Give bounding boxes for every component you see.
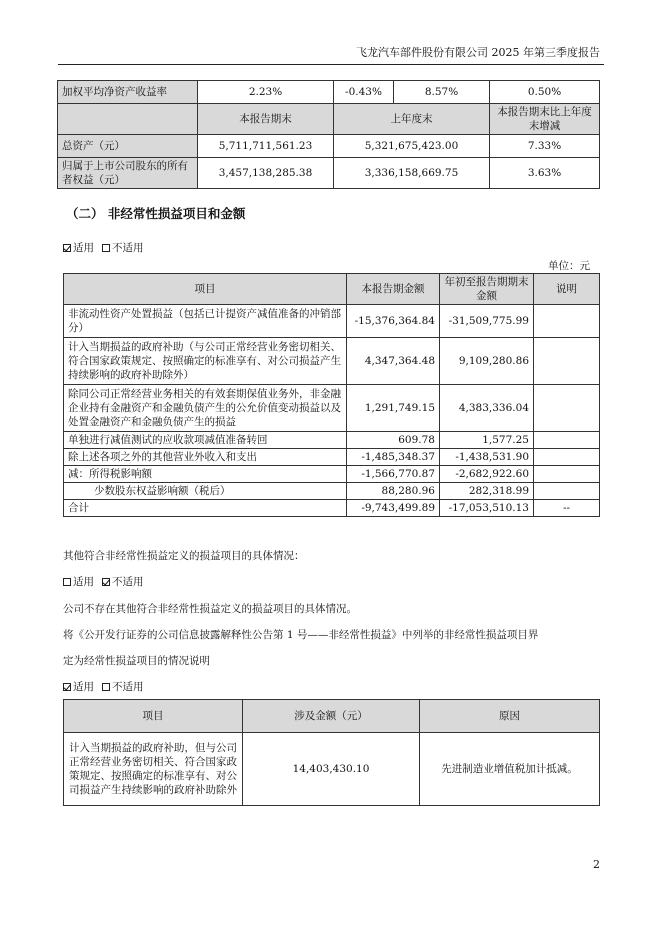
applicable-label: 适用: [73, 576, 94, 588]
item-cell: 除同公司正常经营业务相关的有效套期保值业务外，非金融企业持有金融资产和金融负债产生的公允价值变动损益以及处置金融资产和金融负债产生的损益: [64, 385, 347, 432]
ytd-amount: -17,053,510.13: [440, 500, 534, 517]
paragraph: 公司不存在其他符合非经常性损益定义的损益项目的具体情况。: [63, 603, 357, 615]
item-cell: 少数股东权益影响额（税后）: [64, 483, 347, 500]
current-amount: -1,566,770.87: [347, 466, 440, 483]
applicable-label: 适用: [73, 681, 94, 693]
unit-label: 单位：元: [548, 260, 590, 272]
column-header: 上年度末: [334, 104, 490, 135]
table-row: [64, 483, 600, 500]
column-header: 涉及金额（元）: [243, 700, 420, 733]
total-row: [64, 500, 600, 517]
table-header-row: [64, 700, 600, 733]
checkbox-checked-icon[interactable]: [63, 244, 71, 252]
cell-value: 5,711,711,561.23: [198, 135, 334, 158]
applicable-checkboxes: [63, 240, 144, 255]
paragraph: 将《公开发行证券的公司信息披露解释性公告第 1 号——非经常性损益》中列举的非经常性损益项目界: [63, 629, 539, 641]
checkbox-unchecked-icon[interactable]: [102, 683, 110, 691]
not-applicable-label: 不适用: [112, 576, 144, 588]
table-row: [64, 338, 600, 385]
header-rule: [58, 64, 604, 65]
note-cell: [534, 466, 600, 483]
checkbox-checked-icon[interactable]: [63, 683, 71, 691]
ytd-amount: -2,682,922.60: [440, 466, 534, 483]
roe-label: 加权平均净资产收益率: [58, 81, 198, 104]
ytd-amount: 282,318.99: [440, 483, 534, 500]
column-header: 说明: [534, 274, 600, 305]
checkbox-unchecked-icon[interactable]: [63, 578, 71, 586]
note-cell: [534, 432, 600, 449]
item-cell: 计入当期损益的政府补助（与公司正常经营业务密切相关、符合国家政策规定、按照确定的标准享有、对公司损益产生持续影响的政府补助除外）: [64, 338, 347, 385]
item-cell: 除上述各项之外的其他营业外收入和支出: [64, 449, 347, 466]
item-cell: 计入当期损益的政府补助，但与公司正常经营业务密切相关、符合国家政策规定、按照确定的标准享有、对公司损益产生持续影响的政府补助除外: [64, 733, 243, 806]
cell-value: 3.63%: [490, 158, 600, 189]
cell-value: 3,457,138,285.38: [198, 158, 334, 189]
applicable-checkboxes: [63, 574, 144, 589]
item-cell: 非流动性资产处置损益（包括已计提资产减值准备的冲销部分）: [64, 305, 347, 338]
table-row: [58, 158, 600, 189]
page-number: 2: [593, 858, 600, 871]
item-cell: 单独进行减值测试的应收款项减值准备转回: [64, 432, 347, 449]
ytd-amount: 9,109,280.86: [440, 338, 534, 385]
reason-cell: 先进制造业增值税加计抵减。: [420, 733, 600, 806]
empty-header-cell: [58, 104, 198, 135]
reclassified-items-table: [63, 699, 600, 806]
current-amount: 88,280.96: [347, 483, 440, 500]
ytd-amount: 4,383,336.04: [440, 385, 534, 432]
column-header: 年初至报告期期末金额: [440, 274, 534, 305]
current-amount: 1,291,749.15: [347, 385, 440, 432]
ytd-amount: -31,509,775.99: [440, 305, 534, 338]
column-header: 项目: [64, 700, 243, 733]
roe-value: 0.50%: [490, 81, 600, 104]
applicable-label: 适用: [73, 242, 94, 254]
ytd-amount: -1,438,531.90: [440, 449, 534, 466]
table-row: [64, 385, 600, 432]
note-cell: [534, 449, 600, 466]
paragraph: 定为经常性损益项目的情况说明: [63, 655, 210, 667]
paragraph: 其他符合非经常性损益定义的损益项目的具体情况：: [63, 550, 305, 562]
table-row: [58, 135, 600, 158]
current-amount: -1,485,348.37: [347, 449, 440, 466]
note-cell: [534, 483, 600, 500]
cell-value: 7.33%: [490, 135, 600, 158]
table-row: [64, 466, 600, 483]
cell-value: 3,336,158,669.75: [334, 158, 490, 189]
not-applicable-label: 不适用: [112, 242, 144, 254]
column-header: 本报告期末比上年度末增减: [490, 104, 600, 135]
amount-cell: 14,403,430.10: [243, 733, 420, 806]
key-indicators-table: [57, 80, 600, 189]
column-header: 原因: [420, 700, 600, 733]
current-amount: 609.78: [347, 432, 440, 449]
column-header: 本报告期金额: [347, 274, 440, 305]
note-cell: [534, 338, 600, 385]
non-recurring-items-table: [63, 273, 600, 517]
item-cell: 合计: [64, 500, 347, 517]
column-header: 本报告期末: [198, 104, 334, 135]
table-row: [64, 432, 600, 449]
table-header-row: [58, 104, 600, 135]
table-row: [64, 733, 600, 806]
cell-value: 5,321,675,423.00: [334, 135, 490, 158]
item-cell: 减：所得税影响额: [64, 466, 347, 483]
current-amount: 4,347,364.48: [347, 338, 440, 385]
table-header-row: [64, 274, 600, 305]
row-label: 归属于上市公司股东的所有者权益（元）: [58, 158, 198, 189]
column-header: 项目: [64, 274, 347, 305]
not-applicable-label: 不适用: [112, 681, 144, 693]
table-row: [64, 305, 600, 338]
applicable-checkboxes: [63, 679, 144, 694]
ytd-amount: 1,577.25: [440, 432, 534, 449]
checkbox-unchecked-icon[interactable]: [102, 244, 110, 252]
roe-value: 8.57%: [394, 81, 490, 104]
roe-value: -0.43%: [334, 81, 394, 104]
note-cell: --: [534, 500, 600, 517]
section-title: （二） 非经常性损益项目和金额: [66, 206, 246, 221]
roe-value: 2.23%: [198, 81, 334, 104]
note-cell: [534, 385, 600, 432]
roe-row: [58, 81, 600, 104]
current-amount: -9,743,499.89: [347, 500, 440, 517]
current-amount: -15,376,364.84: [347, 305, 440, 338]
checkbox-checked-icon[interactable]: [102, 578, 110, 586]
page-header: 飞龙汽车部件股份有限公司 2025 年第三季度报告: [356, 46, 600, 59]
table-row: [64, 449, 600, 466]
note-cell: [534, 305, 600, 338]
row-label: 总资产（元）: [58, 135, 198, 158]
